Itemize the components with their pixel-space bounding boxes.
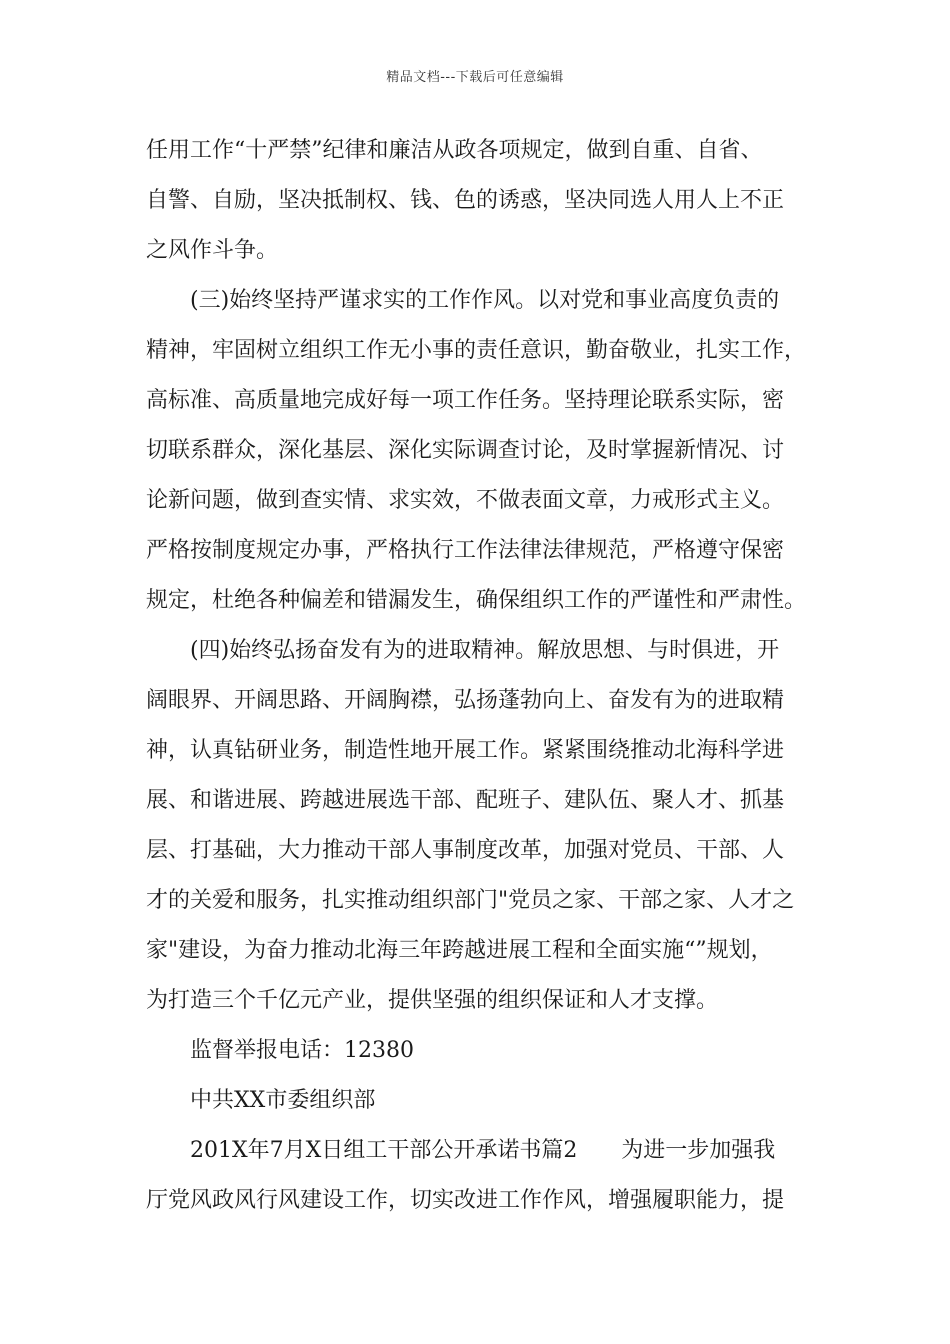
text-line: 规定，杜绝各种偏差和错漏发生，确保组织工作的严谨性和严肃性。 bbox=[146, 588, 807, 613]
page-header: 精品文档---下载后可任意编辑 bbox=[386, 70, 564, 85]
text-line: 切联系群众，深化基层、深化实际调查讨论，及时掌握新情况、讨 bbox=[146, 438, 785, 463]
document-body bbox=[146, 126, 806, 1226]
text-line: 展、和谐进展、跨越进展选干部、配班子、建队伍、聚人才、抓基 bbox=[146, 788, 785, 813]
text-line: 之风作斗争。 bbox=[146, 238, 279, 263]
text-line: 严格按制度规定办事，严格执行工作法律法律规范，严格遵守保密 bbox=[146, 538, 785, 563]
text-line: 神，认真钻研业务，制造性地开展工作。紧紧围绕推动北海科学进 bbox=[146, 738, 785, 763]
text-line: 才的关爱和服务，扎实推动组织部门"党员之家、干部之家、人才之 bbox=[146, 888, 795, 913]
signature-line: 中共XX市委组织部 bbox=[190, 1088, 376, 1113]
text-line: 层、打基础，大力推动干部人事制度改革，加强对党员、干部、人 bbox=[146, 838, 785, 863]
text-line: 家"建设，为奋力推动北海三年跨越进展工程和全面实施“”规划， bbox=[146, 938, 773, 963]
paragraph-start-line: (三)始终坚持严谨求实的工作作风。以对党和事业高度负责的 bbox=[190, 288, 780, 313]
text-line: 任用工作“十严禁”纪律和廉洁从政各项规定，做到自重、自省、 bbox=[146, 138, 763, 163]
hotline-line: 监督举报电话：12380 bbox=[190, 1038, 414, 1063]
text-line: 为打造三个千亿元产业，提供坚强的组织保证和人才支撑。 bbox=[146, 988, 719, 1013]
text-line: 高标准、高质量地完成好每一项工作任务。坚持理论联系实际，密 bbox=[146, 388, 785, 413]
text-line: 阔眼界、开阔思路、开阔胸襟，弘扬蓬勃向上、奋发有为的进取精 bbox=[146, 688, 785, 713]
text-line: 论新问题，做到查实情、求实效，不做表面文章，力戒形式主义。 bbox=[146, 488, 785, 513]
paragraph-start-line: (四)始终弘扬奋发有为的进取精神。解放思想、与时俱进，开 bbox=[190, 638, 780, 663]
text-line: 精神，牢固树立组织工作无小事的责任意识，勤奋敬业，扎实工作， bbox=[146, 338, 807, 363]
paragraph-start-line: 201X年7月X日组工干部公开承诺书篇2 为进一步加强我 bbox=[190, 1138, 776, 1163]
text-line: 自警、自励，坚决抵制权、钱、色的诱惑，坚决同选人用人上不正 bbox=[146, 188, 785, 213]
text-line: 厅党风政风行风建设工作，切实改进工作作风，增强履职能力，提 bbox=[146, 1188, 785, 1213]
